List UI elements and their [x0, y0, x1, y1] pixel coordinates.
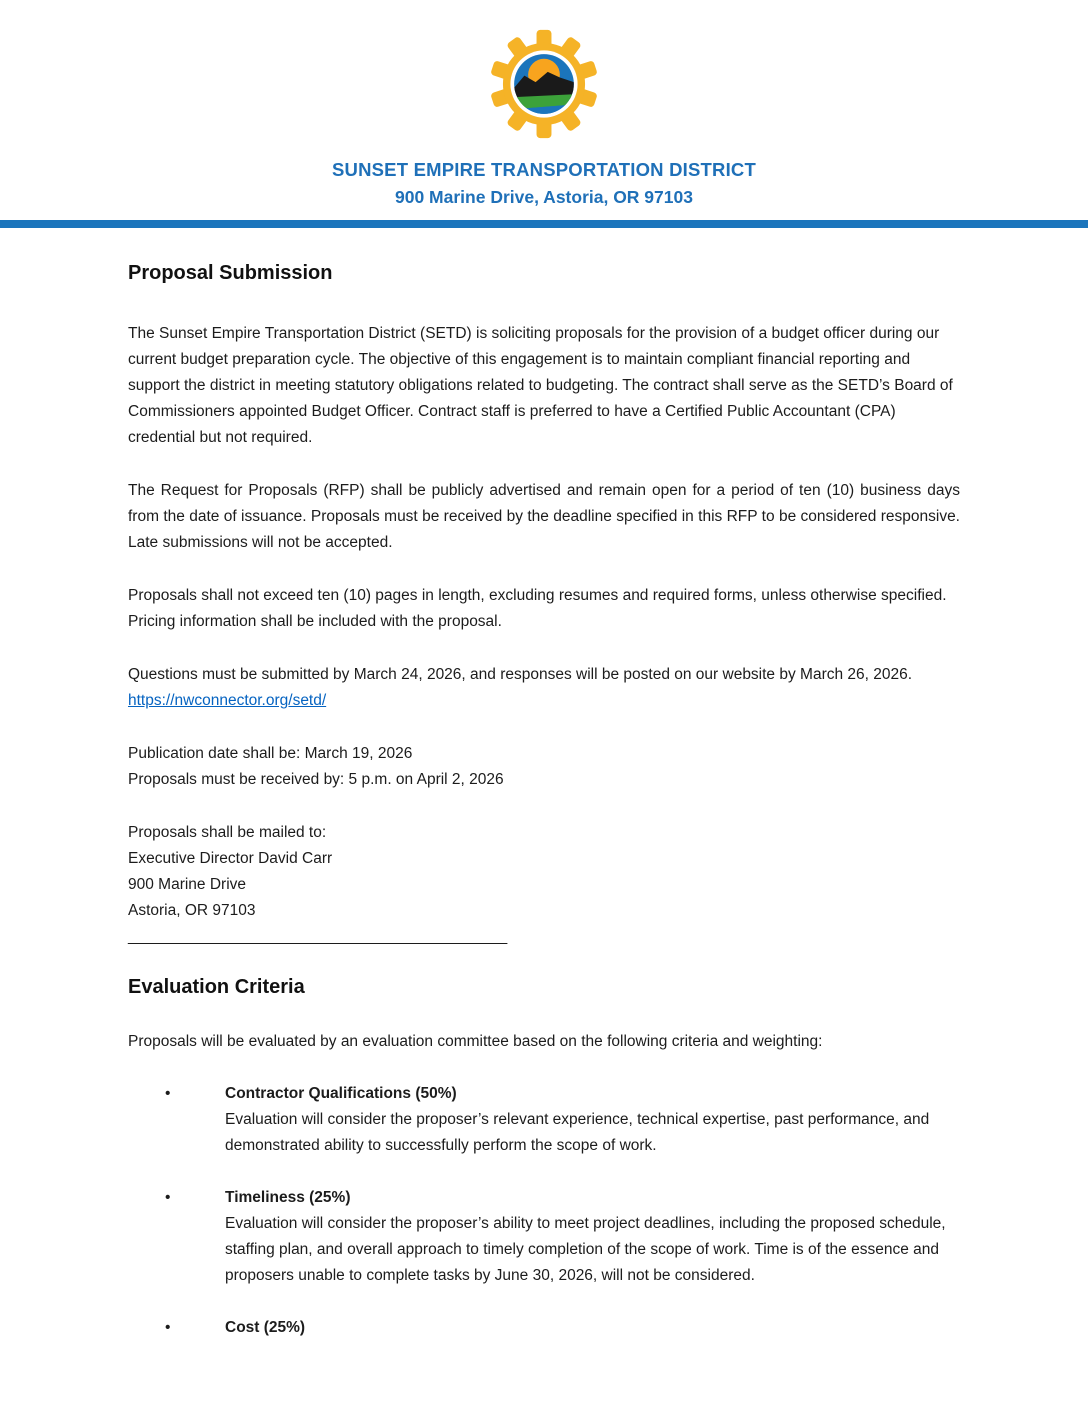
- bullet-label: Timeliness (25%): [225, 1189, 351, 1206]
- mailed-to-name: Executive Director David Carr: [128, 850, 333, 867]
- bullet-dot-icon: •: [165, 1189, 171, 1206]
- mailing-address-block: [128, 820, 960, 950]
- bullet-dot-icon: •: [165, 1085, 171, 1102]
- publication-date-line: Publication date shall be: March 19, 2026: [128, 745, 413, 762]
- org-name: SUNSET EMPIRE TRANSPORTATION DISTRICT: [331, 159, 756, 180]
- bullet-contractor-qualifications: [128, 1081, 960, 1159]
- paragraph-page-limit: Proposals shall not exceed ten (10) pages in length, excluding resumes and required forms, unless otherwise specified. Pricing information shall be included with the proposal.: [128, 587, 947, 630]
- key-dates-block: [128, 741, 960, 793]
- document-body: [128, 262, 960, 1341]
- paragraph-questions: [128, 662, 960, 714]
- evaluation-intro: Proposals will be evaluated by an evaluation committee based on the following criteria and weighting:: [128, 1033, 823, 1050]
- website-link[interactable]: https://nwconnector.org/setd/: [128, 692, 327, 709]
- paragraph-soliciting: The Sunset Empire Transportation District (SETD) is soliciting proposals for the provision of a budget officer during our current budget preparation cycle. The objective of this engagement is to maintain compliant financial reporting and support the district in meeting statutory obligations related to budgeting. The contract shall serve as the SETD’s Board of Commissioners appointed Budget Officer. Contract staff is preferred to have a Certified Public Accountant (CPA) credential but not required.: [128, 325, 953, 446]
- bullet-description: Evaluation will consider the proposer’s relevant experience, technical expertise, past performance, and demonstrated ability to successfully perform the scope of work.: [225, 1111, 930, 1154]
- bullet-description: Evaluation will consider the proposer’s ability to meet project deadlines, including the proposed schedule, staffing plan, and overall approach to timely completion of the scope of work. Time is of the essence and proposers unable to complete tasks by June 30, 2026, will not be considered.: [225, 1215, 946, 1284]
- gear-landscape-logo-icon: [484, 28, 604, 145]
- bullet-timeliness: [128, 1185, 960, 1289]
- mailed-to-city: Astoria, OR 97103: [128, 902, 256, 919]
- mailed-to-label: Proposals shall be mailed to:: [128, 824, 327, 841]
- document-header: [0, 0, 1088, 208]
- underscore-separator: ____________________________________________: [128, 928, 508, 945]
- bullet-label: Contractor Qualifications (50%): [225, 1085, 457, 1102]
- mailed-to-street: 900 Marine Drive: [128, 876, 247, 893]
- received-by-line: Proposals must be received by: 5 p.m. on April 2, 2026: [128, 771, 504, 788]
- org-address: 900 Marine Drive, Astoria, OR 97103: [395, 187, 693, 207]
- header-divider-rule: [0, 220, 1088, 228]
- bullet-label: Cost (25%): [225, 1319, 306, 1336]
- bullet-cost: [128, 1315, 960, 1341]
- questions-text: Questions must be submitted by March 24, 2026, and responses will be posted on our website by March 26, 2026.: [128, 666, 913, 683]
- paragraph-rfp-advertised: The Request for Proposals (RFP) shall be publicly advertised and remain open for a period of ten (10) business days from the date of issuance. Proposals must be received by the deadline specified in this RFP to be considered responsive. Late submissions will not be accepted.: [128, 482, 960, 551]
- section-title-proposal-submission: Proposal Submission: [128, 262, 333, 284]
- logo-container: [0, 28, 1088, 145]
- bullet-dot-icon: •: [165, 1319, 171, 1336]
- section-title-evaluation-criteria: Evaluation Criteria: [128, 976, 305, 998]
